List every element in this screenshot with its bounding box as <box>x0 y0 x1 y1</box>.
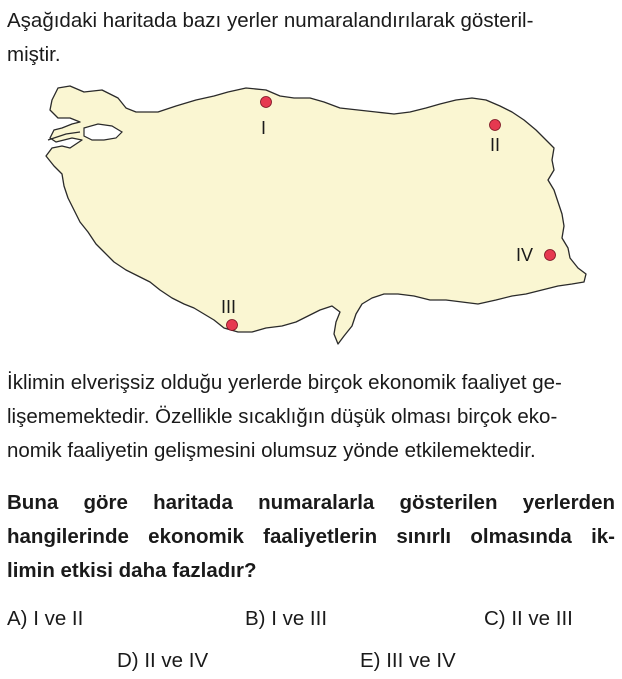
marker-iii <box>227 320 238 331</box>
marker-label-i: I <box>261 118 267 138</box>
marker-label-ii: II <box>490 135 501 155</box>
question-line-2: hangilerinde ekonomik faaliyetlerin sınırlı olmasında ik- <box>7 525 615 548</box>
turkey-outline <box>46 86 586 344</box>
intro-line-1: Aşağıdaki haritada bazı yerler numaralandırılarak gösteril- <box>7 9 534 32</box>
question-text <box>7 486 615 588</box>
marker-iv <box>545 250 556 261</box>
marker-i <box>261 97 272 108</box>
explanation-paragraph <box>7 366 615 468</box>
option-b[interactable]: B) I ve III <box>245 607 328 630</box>
option-d[interactable]: D) II ve IV <box>117 649 209 672</box>
paragraph-line-1: İklimin elverişsiz olduğu yerlerde birçok ekonomik faaliyet ge- <box>7 371 562 394</box>
option-a[interactable]: A) I ve II <box>7 607 84 630</box>
question-line-3: limin etkisi daha fazladır? <box>7 559 257 582</box>
option-e[interactable]: E) III ve IV <box>360 649 456 672</box>
paragraph-line-2: lişememektedir. Özellikle sıcaklığın düşük olması birçok eko- <box>7 405 558 428</box>
marker-ii <box>490 120 501 131</box>
question-line-1: Buna göre haritada numaralarla gösterilen yerlerden <box>7 491 615 514</box>
intro-text <box>7 4 615 72</box>
marker-label-iv: IV <box>516 245 534 265</box>
option-c[interactable]: C) II ve III <box>484 607 573 630</box>
paragraph-line-3: nomik faaliyetin gelişmesini olumsuz yönde etkilemektedir. <box>7 439 536 462</box>
intro-line-2: miştir. <box>7 43 61 66</box>
turkey-map <box>18 82 598 357</box>
marker-label-iii: III <box>221 297 237 317</box>
